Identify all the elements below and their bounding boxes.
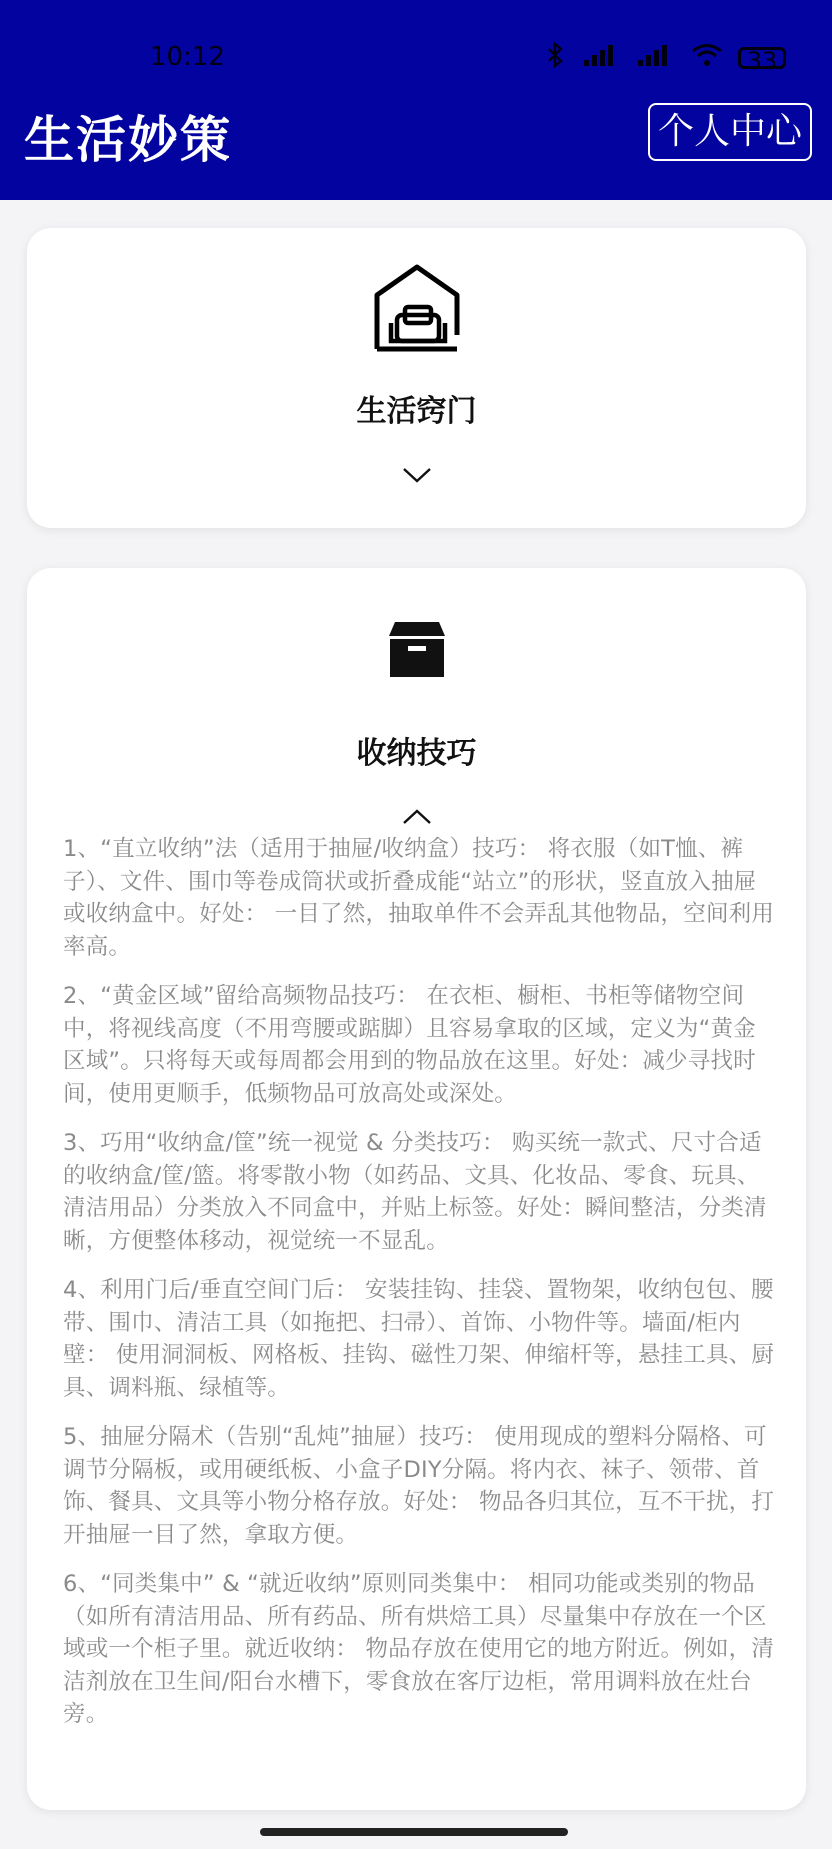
tip-item: 1、“直立收纳”法（适用于抽屉/收纳盒）技巧： 将衣服（如T恤、裤子）、文件、围巾等卷成筒状或折叠成能“站立”的形状，竖直放入抽屉或收纳盒中。好处： 一目了然，抽取单件不会弄乱其他物品，空间利用率高。 [63, 836, 775, 960]
section-card-storage-tips[interactable] [27, 568, 806, 1810]
tip-item: 5、抽屉分隔术（告别“乱炖”抽屉）技巧： 使用现成的塑料分隔格、可调节分隔板，或用硬纸板、小盒子DIY分隔。将内衣、袜子、领带、首饰、餐具、文具等小物分格存放。好处： 物品各归其位，互不干扰，打开抽屉一目了然，拿取方便。 [63, 1424, 775, 1548]
status-bar [0, 38, 832, 74]
section-card-life-tips[interactable] [27, 228, 806, 528]
house-sofa-icon [373, 263, 461, 357]
storage-box-icon [387, 620, 447, 682]
profile-button[interactable]: 个人中心 [648, 103, 812, 161]
chevron-up-icon[interactable] [402, 808, 432, 830]
wifi-icon [690, 42, 724, 74]
status-time: 10:12 [150, 42, 225, 72]
tip-item: 2、“黄金区域”留给高频物品技巧： 在衣柜、橱柜、书柜等储物空间中，将视线高度（不用弯腰或踮脚）且容易拿取的区域，定义为“黄金区域”。只将每天或每周都会用到的物品放在这里。好处：减少寻找时间，使用更顺手，低频物品可放高处或深处。 [63, 983, 756, 1107]
section-title: 生活窍门 [356, 394, 477, 429]
bluetooth-icon [542, 42, 568, 74]
battery-icon: 33 [738, 47, 786, 69]
tips-list [63, 833, 775, 1748]
home-indicator[interactable] [260, 1828, 568, 1836]
tip-item: 6、“同类集中” & “就近收纳”原则同类集中： 相同功能或类别的物品（如所有清洁用品、所有药品、所有烘焙工具）尽量集中存放在一个区域或一个柜子里。就近收纳： 物品存放在使用它的地方附近。例如，清洁剂放在卫生间/阳台水槽下，零食放在客厅边柜，常用调料放在灶台旁。 [63, 1571, 775, 1727]
section-title: 收纳技巧 [356, 736, 477, 771]
app-title: 生活妙策 [24, 111, 232, 169]
status-icons [542, 42, 786, 74]
signal-2-icon [636, 42, 676, 74]
tip-item: 3、巧用“收纳盒/筐”统一视觉 & 分类技巧： 购买统一款式、尺寸合适的收纳盒/筐/篮。将零散小物（如药品、文具、化妆品、零食、玩具、清洁用品）分类放入不同盒中，并贴上标签。好处：瞬间整洁，分类清晰，方便整体移动，视觉统一不显乱。 [63, 1130, 767, 1254]
signal-icon [582, 42, 622, 74]
app-bar [0, 0, 832, 200]
chevron-down-icon[interactable] [402, 466, 432, 488]
tip-item: 4、利用门后/垂直空间门后： 安装挂钩、挂袋、置物架，收纳包包、腰带、围巾、清洁工具（如拖把、扫帚）、首饰、小物件等。墙面/柜内壁： 使用洞洞板、网格板、挂钩、磁性刀架、伸缩杆等，悬挂工具、厨具、调料瓶、绿植等。 [63, 1277, 775, 1401]
